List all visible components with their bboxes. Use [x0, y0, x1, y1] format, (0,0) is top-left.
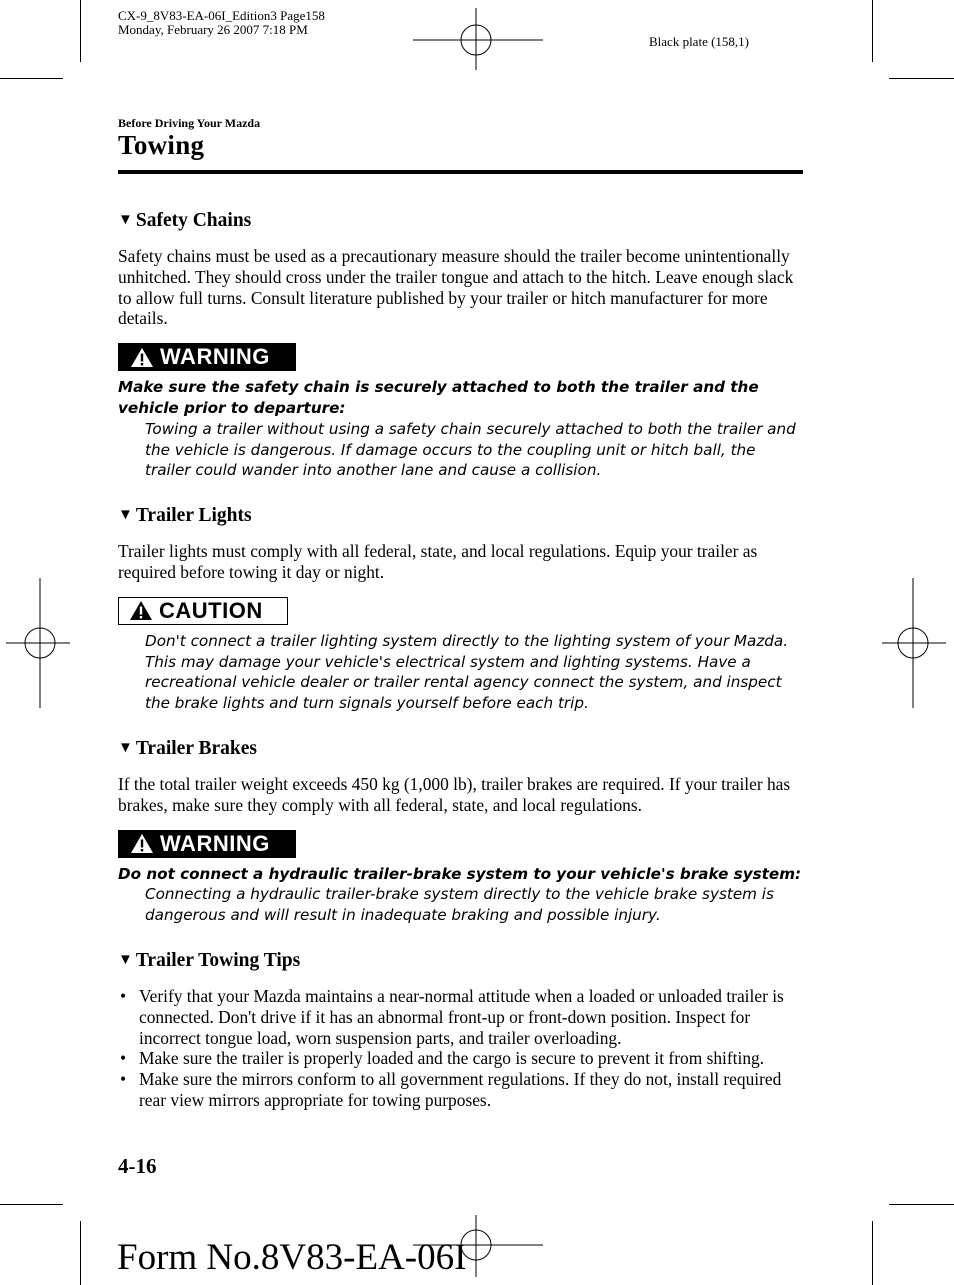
print-date-line: Monday, February 26 2007 7:18 PM [118, 22, 308, 37]
list-item [118, 1069, 803, 1111]
section-body: Trailer lights must comply with all federal, state, and local regulations. Equip your trailer as required before towing it day or night. [118, 541, 758, 582]
page-number: 4-16 [118, 1154, 157, 1178]
warning-label [118, 830, 296, 858]
triangle-marker-icon: ▼ [118, 739, 133, 756]
crop-mark [872, 1221, 873, 1285]
crop-mark [0, 78, 63, 79]
crop-mark [80, 1221, 81, 1285]
crop-mark [80, 0, 81, 62]
bullet-icon: • [120, 985, 127, 1006]
crop-mark [889, 1204, 954, 1205]
warning-title: Do not connect a hydraulic trailer-brake system to your vehicle's brake system: [118, 864, 802, 883]
section-heading-trailer-brakes [118, 736, 803, 762]
bullet-icon: • [120, 1069, 127, 1090]
registration-mark-top [413, 8, 543, 70]
caution-text: Don't connect a trailer lighting system directly to the lighting system of your Mazda. This may damage your vehicle's electrical system and lighting systems. Have a recreational vehicle dealer or trailer rental agency connect the system, and inspect the brake lights and turn signals yourself before each trip. [145, 631, 789, 713]
section-heading-label: Trailer Towing Tips [135, 949, 301, 971]
main-content [118, 208, 803, 1111]
list-item-text: Verify that your Mazda maintains a near-normal attitude when a loaded or unloaded trailer is connected. Don't drive if it has an abnormal front-up or front-down position. Inspect for incorrect tongue load, worn suspension parts, and trailer overloading. [139, 985, 784, 1048]
section-heading-label: Trailer Lights [135, 505, 252, 527]
crop-mark [0, 1204, 63, 1205]
notice-label-text: WARNING [160, 830, 270, 856]
triangle-marker-icon: ▼ [118, 212, 133, 228]
title-rule [118, 170, 803, 174]
warning-text: Connecting a hydraulic trailer-brake system directly to the vehicle brake system is dangerous and will result in inadequate braking and possible injury. [145, 885, 774, 925]
triangle-marker-icon: ▼ [118, 951, 133, 968]
crop-mark [889, 78, 954, 79]
triangle-marker-icon: ▼ [118, 507, 133, 524]
registration-mark-right [882, 578, 946, 708]
section-body: If the total trailer weight exceeds 450 kg (1,000 lb), trailer brakes are required. If your trailer has brakes, make sure they comply with all federal, state, and local regulations. [118, 773, 791, 815]
page-title: Towing [118, 130, 205, 160]
print-file-line: CX-9_8V83-EA-06I_Edition3 Page158 [118, 8, 325, 23]
notice-label-text: WARNING [160, 344, 270, 370]
section-kicker: Before Driving Your Mazda [118, 116, 261, 130]
form-number: Form No.8V83-EA-06I [117, 1237, 467, 1278]
section-heading-towing-tips [118, 948, 803, 974]
warning-label [118, 343, 296, 371]
list-item [118, 986, 803, 1048]
list-item [118, 1048, 803, 1069]
section-heading-trailer-lights [118, 503, 803, 529]
caution-triangle-icon [129, 600, 153, 621]
section-heading-label: Safety Chains [135, 210, 252, 231]
notice-label-text: CAUTION [159, 597, 263, 623]
print-plate: Black plate (158,1) [649, 34, 749, 49]
section-heading-safety-chains [118, 208, 803, 234]
warning-title: Make sure the safety chain is securely attached to both the trailer and the vehicle prior to departure: [118, 378, 759, 417]
bullet-icon: • [120, 1048, 127, 1069]
crop-mark [872, 0, 873, 62]
warning-triangle-icon [130, 347, 154, 368]
list-item-text: Make sure the trailer is properly loaded and the cargo is secure to prevent it from shifting. [139, 1048, 765, 1069]
caution-label [118, 597, 288, 625]
warning-text: Towing a trailer without using a safety chain securely attached to both the trailer and the vehicle is dangerous. If damage occurs to the coupling unit or hitch ball, the trailer could wander into another lane and cause a collision. [145, 419, 796, 480]
section-body: Safety chains must be used as a precautionary measure should the trailer become unintentionally unhitched. They should cross under the trailer tongue and attach to the hitch. Leave enough slack to allow full turns. Consult literature published by your trailer or hitch manufacturer for more details. [118, 246, 794, 329]
section-heading-label: Trailer Brakes [135, 737, 257, 759]
warning-triangle-icon [130, 833, 154, 854]
list-item-text: Make sure the mirrors conform to all government regulations. If they do not, install required rear view mirrors appropriate for towing purposes. [139, 1069, 782, 1110]
registration-mark-left [6, 578, 70, 708]
towing-tips-list [118, 986, 803, 1111]
